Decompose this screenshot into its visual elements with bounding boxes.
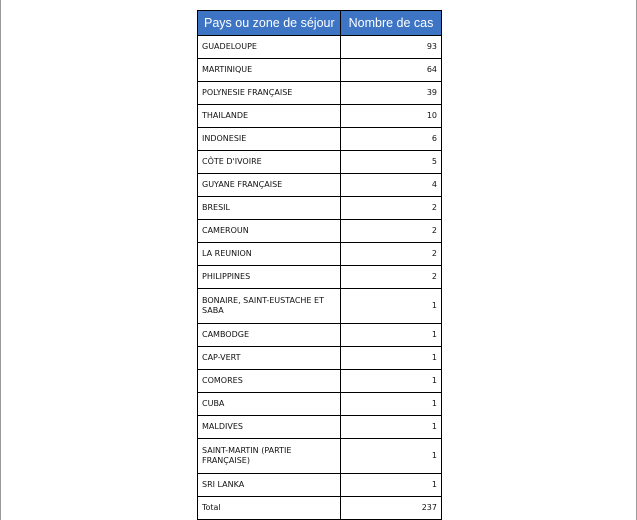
table-row <box>198 105 442 128</box>
table-row <box>198 128 442 151</box>
country-cell: GUADELOUPE <box>198 36 341 59</box>
table-row <box>198 243 442 266</box>
case-count-cell: 1 <box>341 370 442 393</box>
case-count-cell: 2 <box>341 266 442 289</box>
country-cell: CAMEROUN <box>198 220 341 243</box>
country-cell: CAP-VERT <box>198 347 341 370</box>
case-count-cell: 10 <box>341 105 442 128</box>
table-row <box>198 36 442 59</box>
case-count-cell: 64 <box>341 59 442 82</box>
table-row <box>198 370 442 393</box>
table-row <box>198 82 442 105</box>
table-row <box>198 393 442 416</box>
case-count-cell: 2 <box>341 220 442 243</box>
case-count-cell: 2 <box>341 197 442 220</box>
country-cell: POLYNESIE FRANÇAISE <box>198 82 341 105</box>
table-row <box>198 439 442 474</box>
country-cell: INDONESIE <box>198 128 341 151</box>
table-row <box>198 174 442 197</box>
table-row <box>198 324 442 347</box>
country-cell: CUBA <box>198 393 341 416</box>
case-count-cell: 2 <box>341 243 442 266</box>
country-cell: LA REUNION <box>198 243 341 266</box>
case-count-cell: 1 <box>341 439 442 474</box>
country-cell: GUYANE FRANÇAISE <box>198 174 341 197</box>
total-label: Total <box>198 497 341 520</box>
country-cell: CAMBODGE <box>198 324 341 347</box>
country-cell: MALDIVES <box>198 416 341 439</box>
case-count-cell: 1 <box>341 416 442 439</box>
case-count-cell: 1 <box>341 474 442 497</box>
country-cell: PHILIPPINES <box>198 266 341 289</box>
table-row <box>198 59 442 82</box>
case-count-cell: 93 <box>341 36 442 59</box>
total-count: 237 <box>341 497 442 520</box>
table-row <box>198 347 442 370</box>
country-cell: BONAIRE, SAINT-EUSTACHE ET SABA <box>198 289 341 324</box>
case-count-cell: 1 <box>341 393 442 416</box>
case-count-cell: 39 <box>341 82 442 105</box>
country-cell: BRESIL <box>198 197 341 220</box>
country-cell: COMORES <box>198 370 341 393</box>
table-header-row <box>198 11 442 36</box>
case-count-cell: 4 <box>341 174 442 197</box>
table-row <box>198 151 442 174</box>
table-row <box>198 266 442 289</box>
case-count-cell: 5 <box>341 151 442 174</box>
header-case-count: Nombre de cas <box>341 11 442 36</box>
case-count-cell: 1 <box>341 324 442 347</box>
country-cell: MARTINIQUE <box>198 59 341 82</box>
case-count-cell: 6 <box>341 128 442 151</box>
country-cell: THAILANDE <box>198 105 341 128</box>
table-row <box>198 220 442 243</box>
country-cell: SAINT-MARTIN (PARTIE FRANÇAISE) <box>198 439 341 474</box>
table-row <box>198 197 442 220</box>
case-count-cell: 1 <box>341 289 442 324</box>
table-row <box>198 416 442 439</box>
country-cell: SRI LANKA <box>198 474 341 497</box>
table-row <box>198 289 442 324</box>
table-row <box>198 474 442 497</box>
case-count-cell: 1 <box>341 347 442 370</box>
total-row <box>198 497 442 520</box>
country-cell: CÔTE D'IVOIRE <box>198 151 341 174</box>
header-country: Pays ou zone de séjour <box>198 11 341 36</box>
cases-by-country-table <box>197 10 442 520</box>
